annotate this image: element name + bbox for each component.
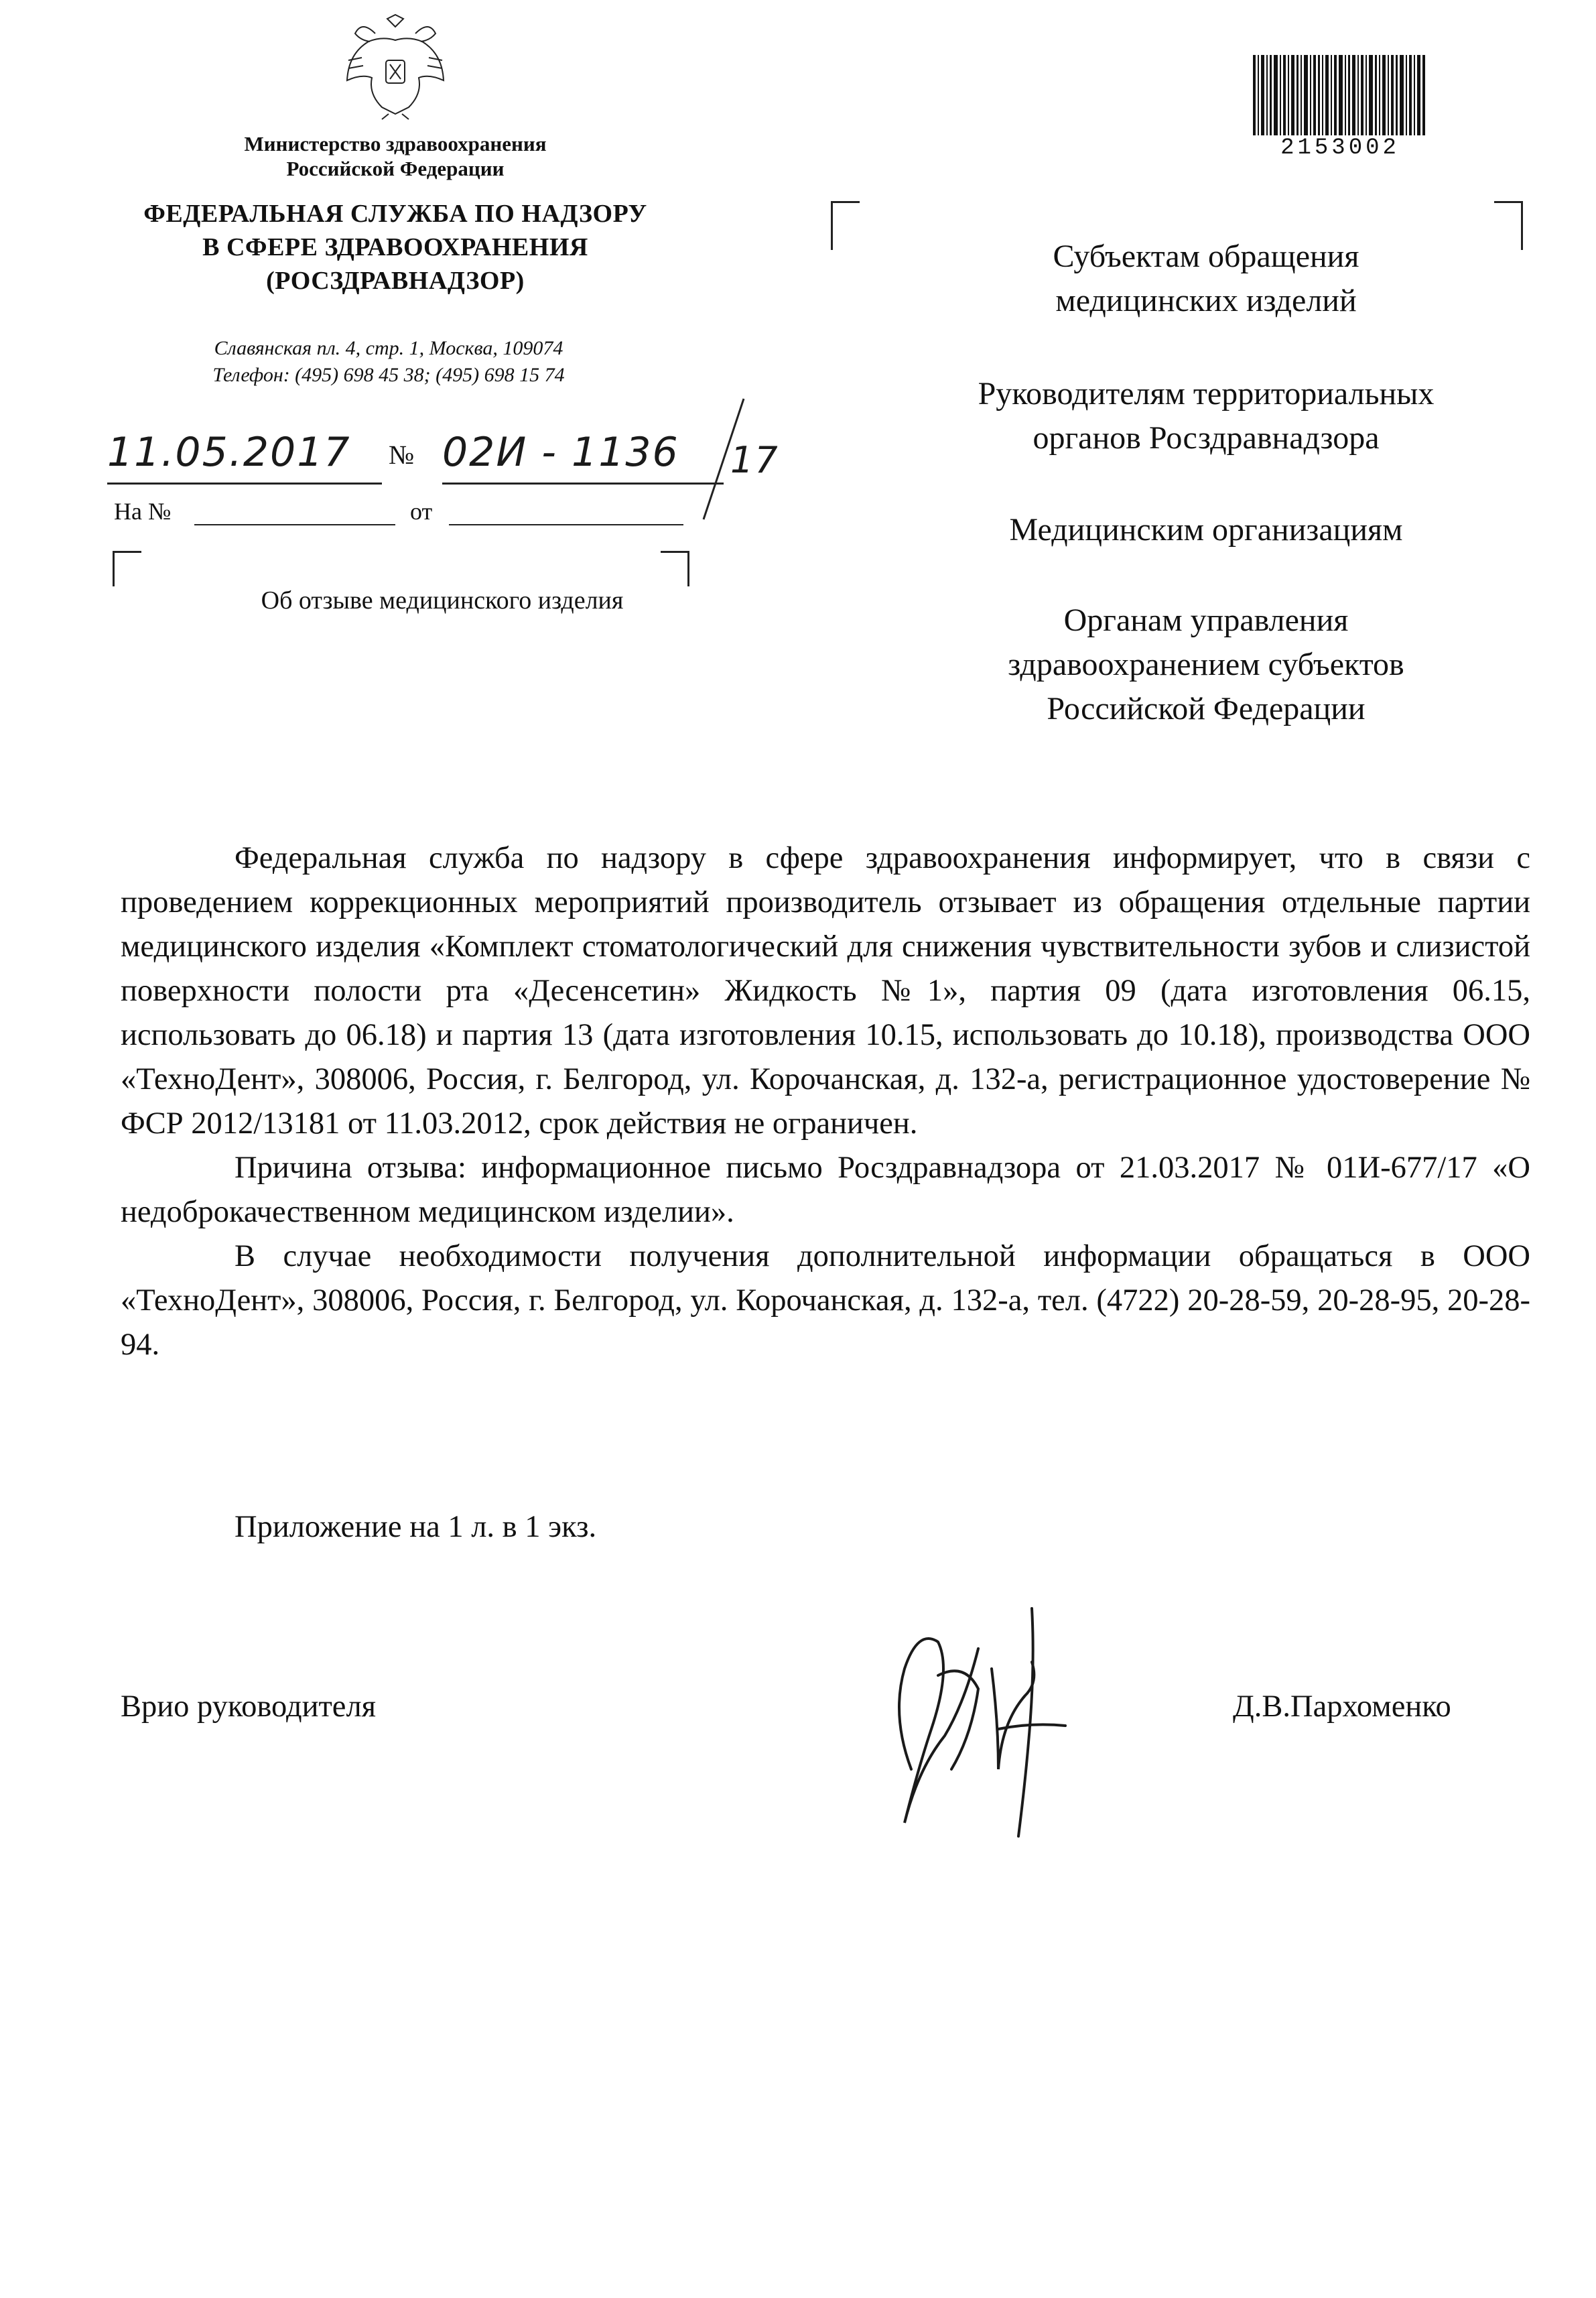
registration-number-suffix: 17 <box>730 439 779 481</box>
address-block <box>101 335 677 389</box>
registration-date: 11.05.2017 <box>107 429 351 476</box>
barcode <box>1253 55 1427 135</box>
ministry-line-2: Российской Федерации <box>286 157 505 180</box>
phone-line: Телефон: (495) 698 45 38; (495) 698 15 74 <box>212 364 565 386</box>
signer-name: Д.В.Пархоменко <box>1233 1689 1451 1724</box>
service-line-2: В СФЕРЕ ЗДРАВООХРАНЕНИЯ <box>202 233 588 261</box>
addressee-group-3 <box>871 508 1541 552</box>
addressee-line: органов Росздравнадзора <box>1033 420 1380 456</box>
addressee-group-4 <box>871 598 1541 731</box>
addressee-group-1 <box>871 235 1541 323</box>
ministry-name <box>127 131 663 181</box>
addressee-bracket-left <box>831 201 860 250</box>
signer-position: Врио руководителя <box>121 1689 377 1724</box>
addressee-line: Медицинским организациям <box>1009 512 1403 548</box>
reply-number-label: На № <box>114 498 172 525</box>
addressee-line: Руководителям территориальных <box>978 376 1435 411</box>
attachment-note: Приложение на 1 л. в 1 экз. <box>235 1510 597 1544</box>
addressee-line: Российской Федерации <box>1047 691 1366 726</box>
service-line-1: ФЕДЕРАЛЬНАЯ СЛУЖБА ПО НАДЗОРУ <box>143 200 647 228</box>
body-paragraph-2: Причина отзыва: информационное письмо Росздравнадзора от 21.03.2017 № 01И-677/17 «О недоброкачественном медицинском изделии». <box>121 1151 1530 1229</box>
letter-body <box>121 836 1530 1367</box>
reply-from-label: от <box>410 498 433 525</box>
body-paragraph-3: В случае необходимости получения дополнительной информации обращаться в ООО «ТехноДент», 308006, Россия, г. Белгород, ул. Корочанская, д. 132-а, тел. (4722) 20-28-59, 20-28-95, 20-28-94. <box>121 1239 1530 1362</box>
addressee-line: Органам управления <box>1063 602 1349 638</box>
subject-line: Об отзыве медицинского изделия <box>261 586 624 615</box>
ministry-line-1: Министерство здравоохранения <box>244 132 547 155</box>
address-line: Славянская пл. 4, стр. 1, Москва, 109074 <box>214 337 563 359</box>
service-line-3: (РОСЗДРАВНАДЗОР) <box>266 267 525 295</box>
registration-number: 02И - 1136 <box>442 429 679 476</box>
reply-from-line <box>449 524 683 525</box>
subject-bracket-right <box>661 551 689 586</box>
subject-bracket-left <box>113 551 141 586</box>
addressee-group-2 <box>871 372 1541 460</box>
date-underline <box>107 483 382 485</box>
coat-of-arms-icon <box>335 13 456 121</box>
body-paragraph-1: Федеральная служба по надзору в сфере здравоохранения информирует, что в связи с проведением коррекционных мероприятий производитель отзывает из обращения отдельные партии медицинского изделия «Комплект стоматологический для снижения чувствительности зубов и слизистой поверхности полости рта «Десенсетин» Жидкость №1», партия 09 (дата изготовления 06.15, использовать до 06.18) и партия 13 (дата изготовления 10.15, использовать до 10.18), производства ООО «ТехноДент», 308006, Россия, г. Белгород, ул. Корочанская, д. 132-а, регистрационное удостоверение № ФСР 2012/13181 от 11.03.2012, срок действия не ограничен. <box>121 841 1530 1141</box>
service-name <box>80 197 710 298</box>
barcode-number: 2153002 <box>1280 135 1400 161</box>
addressee-line: медицинских изделий <box>1055 283 1357 318</box>
reply-number-line <box>194 524 395 525</box>
handwritten-signature <box>864 1568 1085 1850</box>
number-underline <box>442 483 724 485</box>
number-sign: № <box>389 440 415 470</box>
addressee-line: здравоохранением субъектов <box>1008 647 1404 682</box>
addressee-line: Субъектам обращения <box>1053 239 1359 274</box>
